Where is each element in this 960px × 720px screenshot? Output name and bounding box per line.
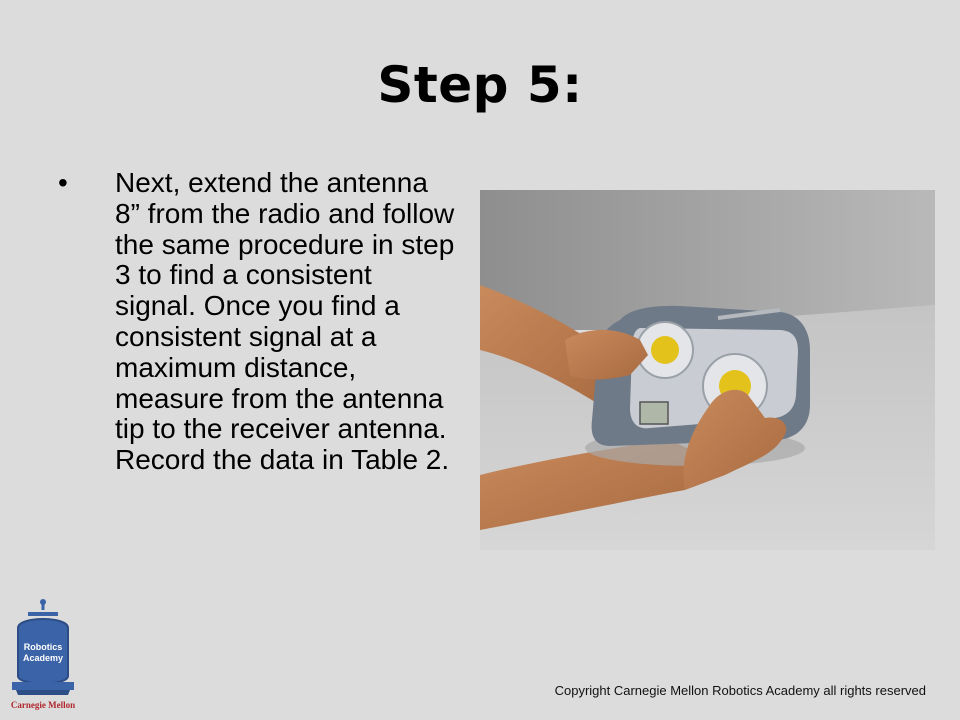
bullet-item-text: Next, extend the antenna 8” from the radio and follow the same procedure in step 3 to find a consistent signal. Once you find a consistent signal at a maximum distance, measure from the antenna tip to the receiver antenna. Record the data in Table 2. [115, 167, 455, 476]
photo-left-joystick [651, 336, 679, 364]
slide-title: Step 5: [377, 56, 583, 114]
photo-hands-holding-controller [480, 190, 935, 550]
robotics-academy-logo [6, 598, 80, 712]
bullet-marker: • [58, 167, 68, 198]
logo-line1: Robotics [23, 642, 63, 652]
photo-lcd [640, 402, 668, 424]
copyright-notice: Copyright Carnegie Mellon Robotics Academy all rights reserved [554, 683, 926, 698]
logo-line2: Academy [22, 653, 64, 663]
logo-org: Carnegie Mellon [10, 700, 76, 710]
